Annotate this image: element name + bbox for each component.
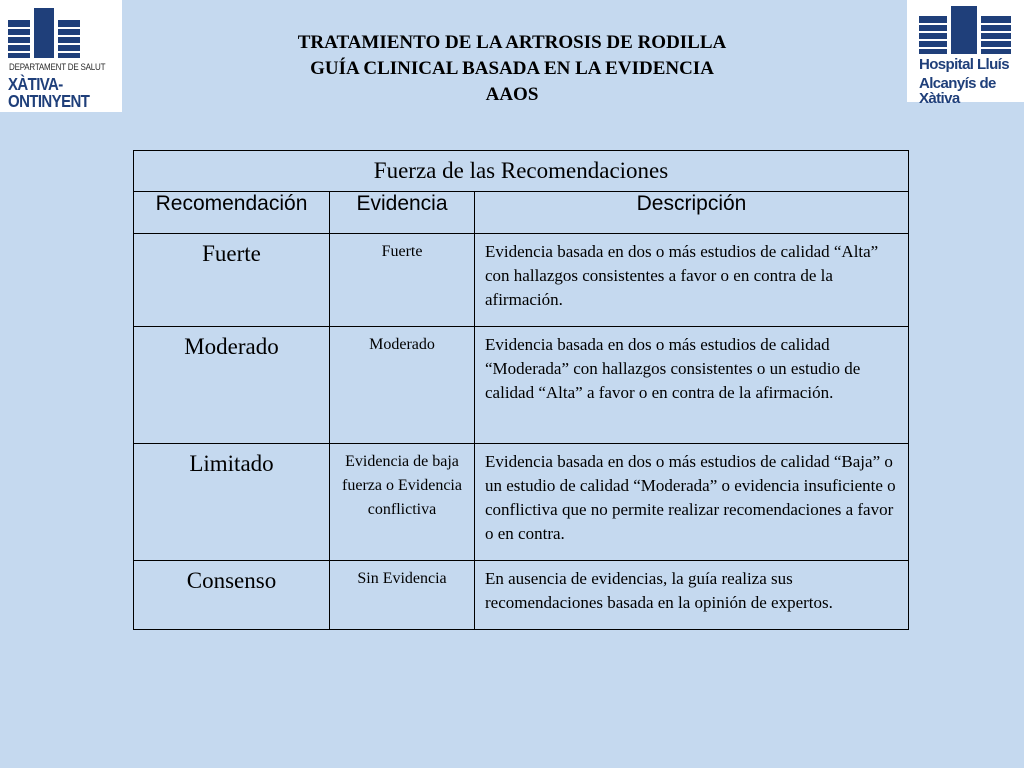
cell-evidencia: Evidencia de baja fuerza o Evidencia conflictiva (330, 444, 475, 561)
header-evidencia: Evidencia (330, 192, 475, 234)
table-row (134, 561, 909, 630)
cell-evidencia: Sin Evidencia (330, 561, 475, 630)
logo-departament-salut (0, 0, 122, 112)
cell-recomendacion: Fuerte (134, 234, 330, 327)
header-descripcion: Descripción (475, 192, 909, 234)
cell-descripcion: Evidencia basada en dos o más estudios de calidad “Baja” o un estudio de calidad “Moderada” o evidencia insuficiente o conflictiva que no permite realizar recomendaciones a favor o en contra. (475, 444, 909, 561)
cell-recomendacion: Consenso (134, 561, 330, 630)
table-row (134, 327, 909, 444)
cell-descripcion: En ausencia de evidencias, la guía realiza sus recomendaciones basada en la opinión de expertos. (475, 561, 909, 630)
cell-evidencia: Fuerte (330, 234, 475, 327)
logo-left-subtitle: DEPARTAMENT DE SALUT (9, 61, 106, 73)
subtitle-line: GUÍA CLINICAL BASADA EN LA EVIDENCIA (310, 58, 714, 79)
header-recomendacion: Recomendación (134, 192, 330, 234)
logo-left-name: XÀTIVA-ONTINYENT (8, 74, 90, 112)
table-row (134, 444, 909, 561)
logo-right-line1: Hospital Lluís (919, 56, 1009, 73)
cell-recomendacion: Limitado (134, 444, 330, 561)
table-caption: Fuerza de las Recomendaciones (134, 151, 909, 192)
cell-descripcion: Evidencia basada en dos o más estudios de calidad “Alta” con hallazgos consistentes a favor o en contra de la afirmación. (475, 234, 909, 327)
source-line: AAOS (485, 84, 539, 105)
hospital-logo-icon (919, 6, 1011, 54)
title-line: TRATAMIENTO DE LA ARTROSIS DE RODILLA (297, 32, 727, 53)
logo-hospital (907, 0, 1024, 107)
logo-right-line2: Alcanyís de Xàtiva (919, 75, 996, 107)
cell-recomendacion: Moderado (134, 327, 330, 444)
recommendations-table (133, 150, 909, 630)
cell-evidencia: Moderado (330, 327, 475, 444)
slide-title (200, 30, 824, 108)
cell-descripcion: Evidencia basada en dos o más estudios de calidad “Moderada” con hallazgos consistentes o un estudio de calidad “Alta” a favor o en contra de la afirmación. (475, 327, 909, 444)
table-row (134, 234, 909, 327)
building-logo-icon (8, 8, 80, 58)
